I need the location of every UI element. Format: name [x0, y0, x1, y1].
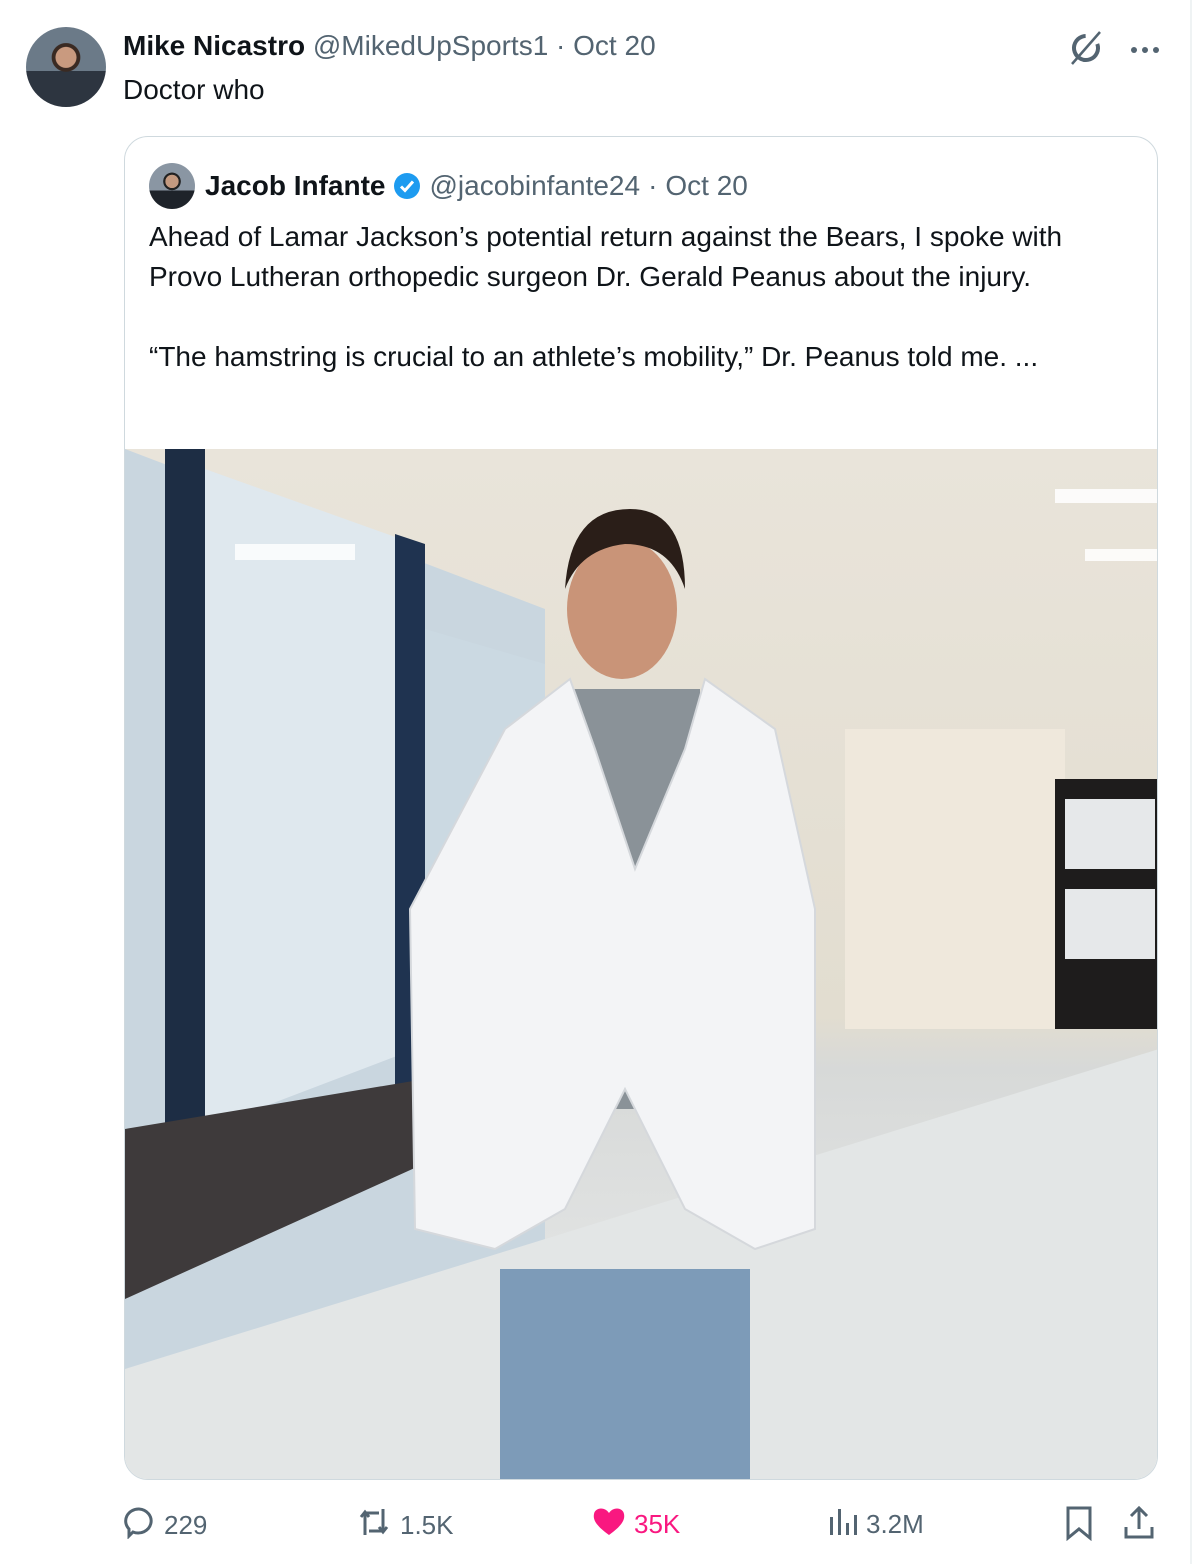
repost-icon [356, 1505, 392, 1546]
heart-icon [592, 1505, 626, 1544]
author-handle[interactable]: @MikedUpSports1 [312, 30, 549, 61]
like-count: 35K [634, 1509, 681, 1539]
action-bar [122, 1505, 1162, 1549]
author-avatar[interactable] [26, 27, 106, 107]
tweet-header [123, 30, 656, 62]
verified-badge-icon [393, 172, 421, 200]
repost-button[interactable] [356, 1505, 454, 1546]
quoted-paragraph: “The hamstring is crucial to an athlete’s mobility,” Dr. Peanus told me. ... [149, 341, 1039, 372]
grok-icon[interactable] [1068, 30, 1104, 71]
tweet-text: Doctor who [123, 74, 265, 105]
quoted-author-handle: @jacobinfante24 [429, 170, 641, 201]
reply-icon [122, 1505, 156, 1546]
quoted-date: Oct 20 [665, 170, 748, 201]
separator: · [556, 30, 566, 61]
more-icon[interactable] [1130, 42, 1160, 60]
reply-count: 229 [164, 1510, 208, 1540]
author-name[interactable]: Mike Nicastro [123, 30, 306, 61]
quoted-paragraph: Ahead of Lamar Jackson’s potential return against the Bears, I spoke with Provo Lutheran orthopedic surgeon Dr. Gerald Peanus about the injury. [149, 221, 1063, 292]
separator: · [648, 170, 658, 201]
timeline-border [1190, 0, 1192, 1564]
tweet-date[interactable]: Oct 20 [573, 30, 656, 61]
analytics-icon [828, 1505, 858, 1544]
like-button[interactable] [592, 1505, 680, 1544]
quoted-photo[interactable] [125, 449, 1158, 1480]
quoted-author-name: Jacob Infante [205, 170, 386, 201]
share-icon[interactable] [1122, 1505, 1156, 1548]
quoted-tweet[interactable] [124, 136, 1158, 1480]
view-count: 3.2M [866, 1509, 924, 1539]
repost-count: 1.5K [400, 1510, 454, 1540]
quoted-author-avatar [149, 163, 195, 209]
bookmark-icon[interactable] [1064, 1505, 1094, 1548]
quoted-text [149, 217, 1139, 377]
views-button[interactable] [828, 1505, 924, 1544]
doctor-in-hallway-image [125, 449, 1158, 1480]
reply-button[interactable] [122, 1505, 207, 1546]
